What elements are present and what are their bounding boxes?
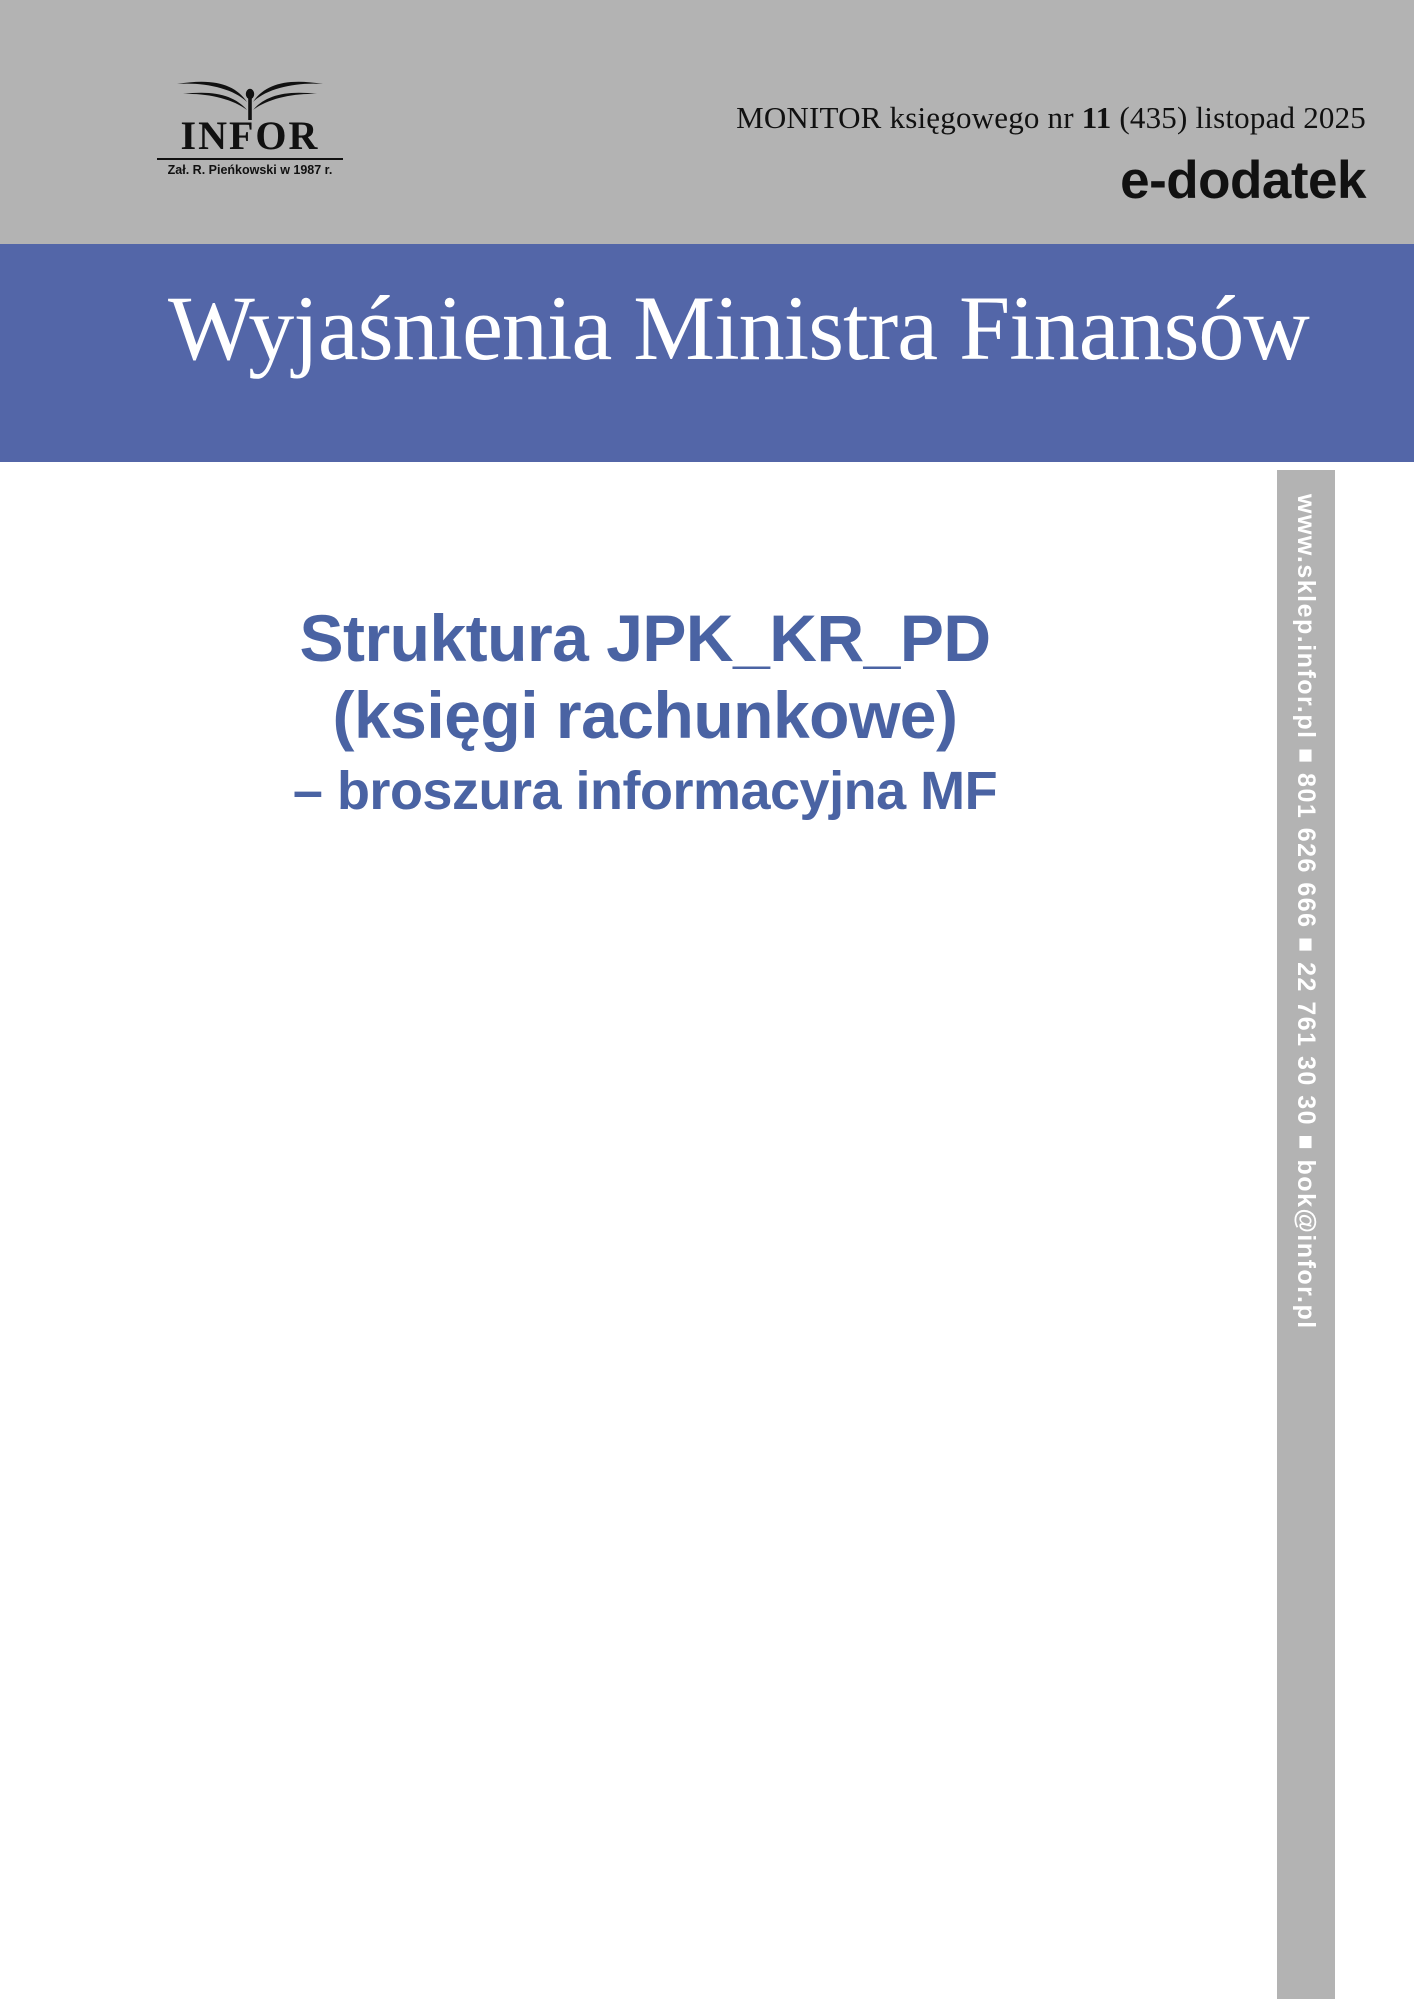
issue-suffix: (435) listopad 2025 bbox=[1111, 100, 1366, 135]
infor-logo-subtitle: Zał. R. Pieńkowski w 1987 r. bbox=[167, 163, 333, 177]
contact-sidebar-text: www.sklep.infor.pl ■ 801 626 666 ■ 22 761 30 30 ■ bok@infor.pl bbox=[1292, 494, 1320, 1330]
infor-logo bbox=[135, 78, 365, 177]
issue-prefix: MONITOR księgowego nr bbox=[736, 100, 1082, 135]
issue-number: 11 bbox=[1081, 100, 1112, 135]
page-title-line-2: (księgi rachunkowe) bbox=[332, 678, 958, 753]
issue-line bbox=[736, 100, 1366, 136]
series-title: Wyjaśnienia Ministra Finansów bbox=[168, 277, 1309, 379]
edition-label: e-dodatek bbox=[1120, 151, 1366, 210]
series-band bbox=[0, 244, 1414, 462]
page-title-line-1: Struktura JPK_KR_PD bbox=[299, 601, 991, 675]
header-bar bbox=[0, 0, 1414, 244]
page-title bbox=[110, 600, 1180, 827]
logo-divider bbox=[157, 158, 343, 160]
page-title-line-3: – broszura informacyjna MF bbox=[292, 761, 998, 822]
contact-sidebar bbox=[1277, 470, 1335, 1999]
infor-logo-wordmark: INFOR bbox=[180, 113, 320, 158]
